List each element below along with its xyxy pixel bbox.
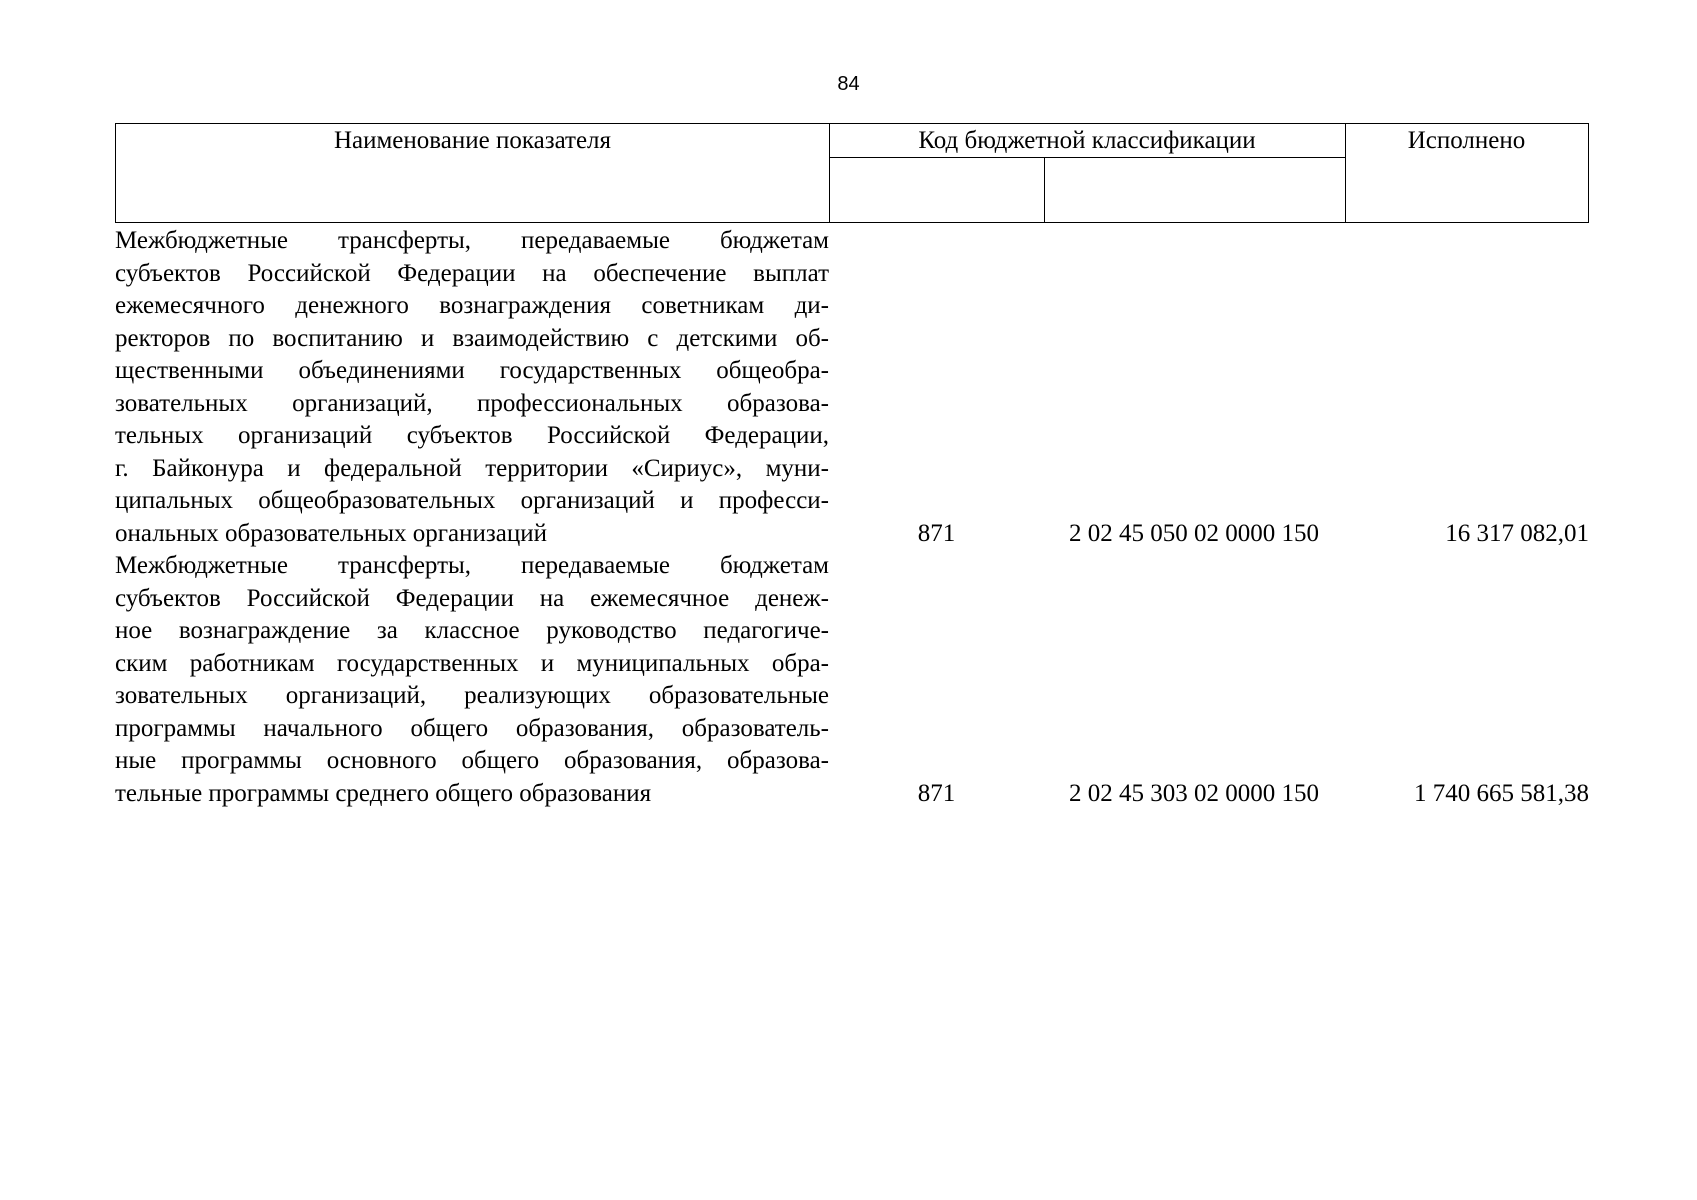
row-name: [115, 550, 829, 810]
table-row: [115, 550, 1589, 810]
row-name-line: ные программы основного общего образования, образова-: [115, 747, 829, 774]
table-row: [115, 225, 1589, 550]
row-name-line: ежемесячного денежного вознаграждения советникам ди-: [115, 292, 829, 319]
header-code: Код бюджетной классификации: [918, 127, 1256, 154]
row-name-line: г. Байконура и федеральной территории «Сириус», муни-: [115, 454, 829, 482]
row-name-line: субъектов Российской Федерации на обеспечение выплат: [115, 259, 829, 287]
row-name-line: ректоров по воспитанию и взаимодействию с детскими об-: [115, 324, 829, 352]
row-name-line: тельные программы среднего общего образования: [115, 779, 652, 807]
row-budget-code: 2 02 45 303 02 0000 150: [1069, 779, 1319, 807]
row-admin-code: 871: [917, 779, 956, 807]
row-amount: 16 317 082,01: [1445, 519, 1589, 547]
header-name: Наименование показателя: [333, 127, 612, 154]
row-name-line: ским работникам государственных и муниципальных обра-: [115, 649, 829, 677]
header-divider-codes: [1044, 158, 1045, 222]
header-code-underline: [829, 157, 1345, 158]
row-name-line: Межбюджетные трансферты, передаваемые бюджетам: [115, 552, 829, 579]
row-name-line: ное вознаграждение за классное руководство педагогиче-: [115, 617, 829, 644]
row-amount: 1 740 665 581,38: [1414, 779, 1589, 807]
row-name-line: щественными объединениями государственных общеобра-: [115, 357, 829, 384]
row-name-line: субъектов Российской Федерации на ежемесячное денеж-: [115, 584, 829, 612]
page-number: 84: [837, 73, 860, 95]
row-budget-code: 2 02 45 050 02 0000 150: [1069, 519, 1319, 547]
row-name: [115, 225, 829, 550]
row-name-line: Межбюджетные трансферты, передаваемые бюджетам: [115, 227, 829, 254]
row-name-line: ципальных общеобразовательных организаций и професси-: [115, 487, 829, 514]
row-name-line: ональных образовательных организаций: [115, 519, 548, 547]
row-admin-code: 871: [917, 519, 956, 547]
header-executed: Исполнено: [1407, 127, 1526, 154]
row-name-line: зовательных организаций, реализующих образовательные: [115, 682, 829, 709]
table-header: [115, 123, 1589, 223]
row-name-line: программы начального общего образования, образователь-: [115, 714, 829, 742]
row-name-line: зовательных организаций, профессиональных образова-: [115, 389, 829, 417]
table-body: [115, 225, 1589, 810]
row-name-line: тельных организаций субъектов Российской Федерации,: [115, 422, 829, 449]
